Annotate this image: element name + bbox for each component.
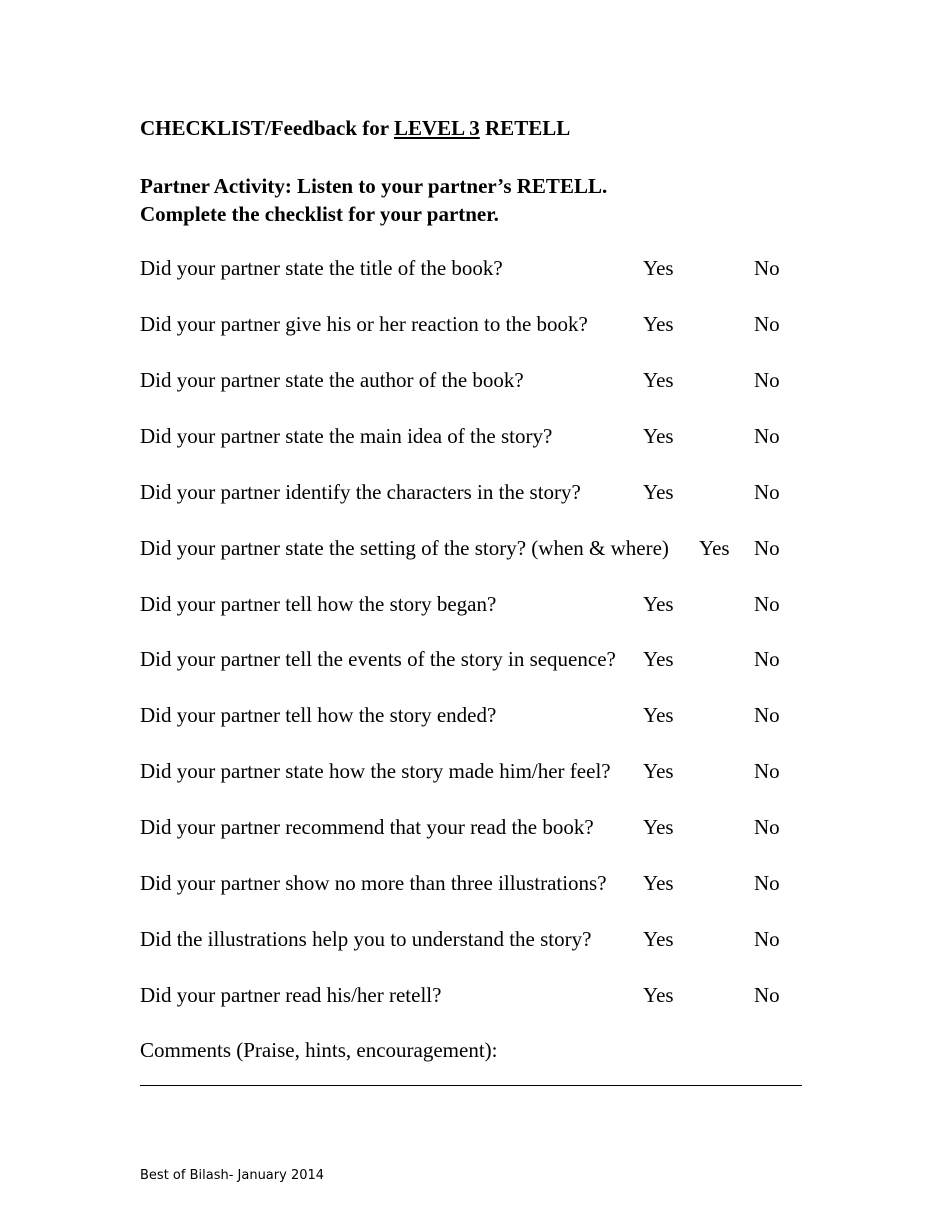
checklist-question: Did your partner tell how the story ended? [140, 703, 497, 727]
no-option[interactable]: No [754, 815, 780, 839]
checklist-question: Did your partner state the setting of the story? (when & where) [140, 536, 669, 560]
no-option[interactable]: No [754, 256, 780, 280]
instructions-line-2: Complete the checklist for your partner. [140, 202, 499, 226]
page-title [140, 116, 570, 140]
checklist-row [0, 870, 950, 896]
yes-option[interactable]: Yes [643, 480, 674, 504]
checklist-question: Did your partner state the author of the book? [140, 368, 524, 392]
instructions-line-1: Partner Activity: Listen to your partner’s RETELL. [140, 174, 608, 198]
checklist-row [0, 591, 950, 617]
yes-option[interactable]: Yes [643, 368, 674, 392]
checklist-row [0, 702, 950, 728]
yes-option[interactable]: Yes [643, 256, 674, 280]
checklist-question: Did your partner state how the story made him/her feel? [140, 759, 611, 783]
checklist-row [0, 311, 950, 337]
checklist-question: Did your partner read his/her retell? [140, 983, 442, 1007]
yes-option[interactable]: Yes [643, 815, 674, 839]
yes-option[interactable]: Yes [643, 927, 674, 951]
checklist-question: Did your partner show no more than three illustrations? [140, 871, 607, 895]
yes-option[interactable]: Yes [643, 312, 674, 336]
checklist-question: Did your partner state the title of the book? [140, 256, 503, 280]
yes-option[interactable]: Yes [643, 592, 674, 616]
checklist-row [0, 423, 950, 449]
checklist-row [0, 535, 950, 561]
title-level: LEVEL 3 [393, 116, 480, 140]
no-option[interactable]: No [754, 424, 780, 448]
yes-option[interactable]: Yes [643, 703, 674, 727]
checklist-row [0, 758, 950, 784]
checklist-question: Did your partner identify the characters in the story? [140, 480, 581, 504]
no-option[interactable]: No [754, 536, 780, 560]
yes-option[interactable]: Yes [643, 647, 674, 671]
comments-answer-line[interactable] [140, 1085, 802, 1086]
checklist-row [0, 255, 950, 281]
no-option[interactable]: No [754, 703, 780, 727]
no-option[interactable]: No [754, 759, 780, 783]
no-option[interactable]: No [754, 983, 780, 1007]
checklist-row [0, 982, 950, 1008]
no-option[interactable]: No [754, 871, 780, 895]
instructions [140, 172, 607, 228]
title-suffix: RETELL [485, 116, 571, 140]
checklist-question: Did your partner state the main idea of the story? [140, 424, 553, 448]
checklist-question: Did your partner tell how the story began? [140, 592, 497, 616]
no-option[interactable]: No [754, 592, 780, 616]
checklist-row [0, 926, 950, 952]
checklist-row [0, 646, 950, 672]
checklist-row [0, 814, 950, 840]
footer-credit: Best of Bilash- January 2014 [140, 1168, 325, 1183]
yes-option[interactable]: Yes [643, 424, 674, 448]
checklist-row [0, 479, 950, 505]
yes-option[interactable]: Yes [699, 536, 730, 560]
checklist-question: Did your partner give his or her reaction to the book? [140, 312, 588, 336]
no-option[interactable]: No [754, 480, 780, 504]
checklist-question: Did your partner recommend that your read the book? [140, 815, 594, 839]
yes-option[interactable]: Yes [643, 983, 674, 1007]
yes-option[interactable]: Yes [643, 759, 674, 783]
checklist-question: Did the illustrations help you to understand the story? [140, 927, 592, 951]
no-option[interactable]: No [754, 927, 780, 951]
comments-label: Comments (Praise, hints, encouragement): [140, 1038, 498, 1062]
title-prefix: CHECKLIST/Feedback for [140, 116, 389, 140]
no-option[interactable]: No [754, 368, 780, 392]
no-option[interactable]: No [754, 647, 780, 671]
checklist-row [0, 367, 950, 393]
yes-option[interactable]: Yes [643, 871, 674, 895]
no-option[interactable]: No [754, 312, 780, 336]
checklist-question: Did your partner tell the events of the story in sequence? [140, 647, 616, 671]
